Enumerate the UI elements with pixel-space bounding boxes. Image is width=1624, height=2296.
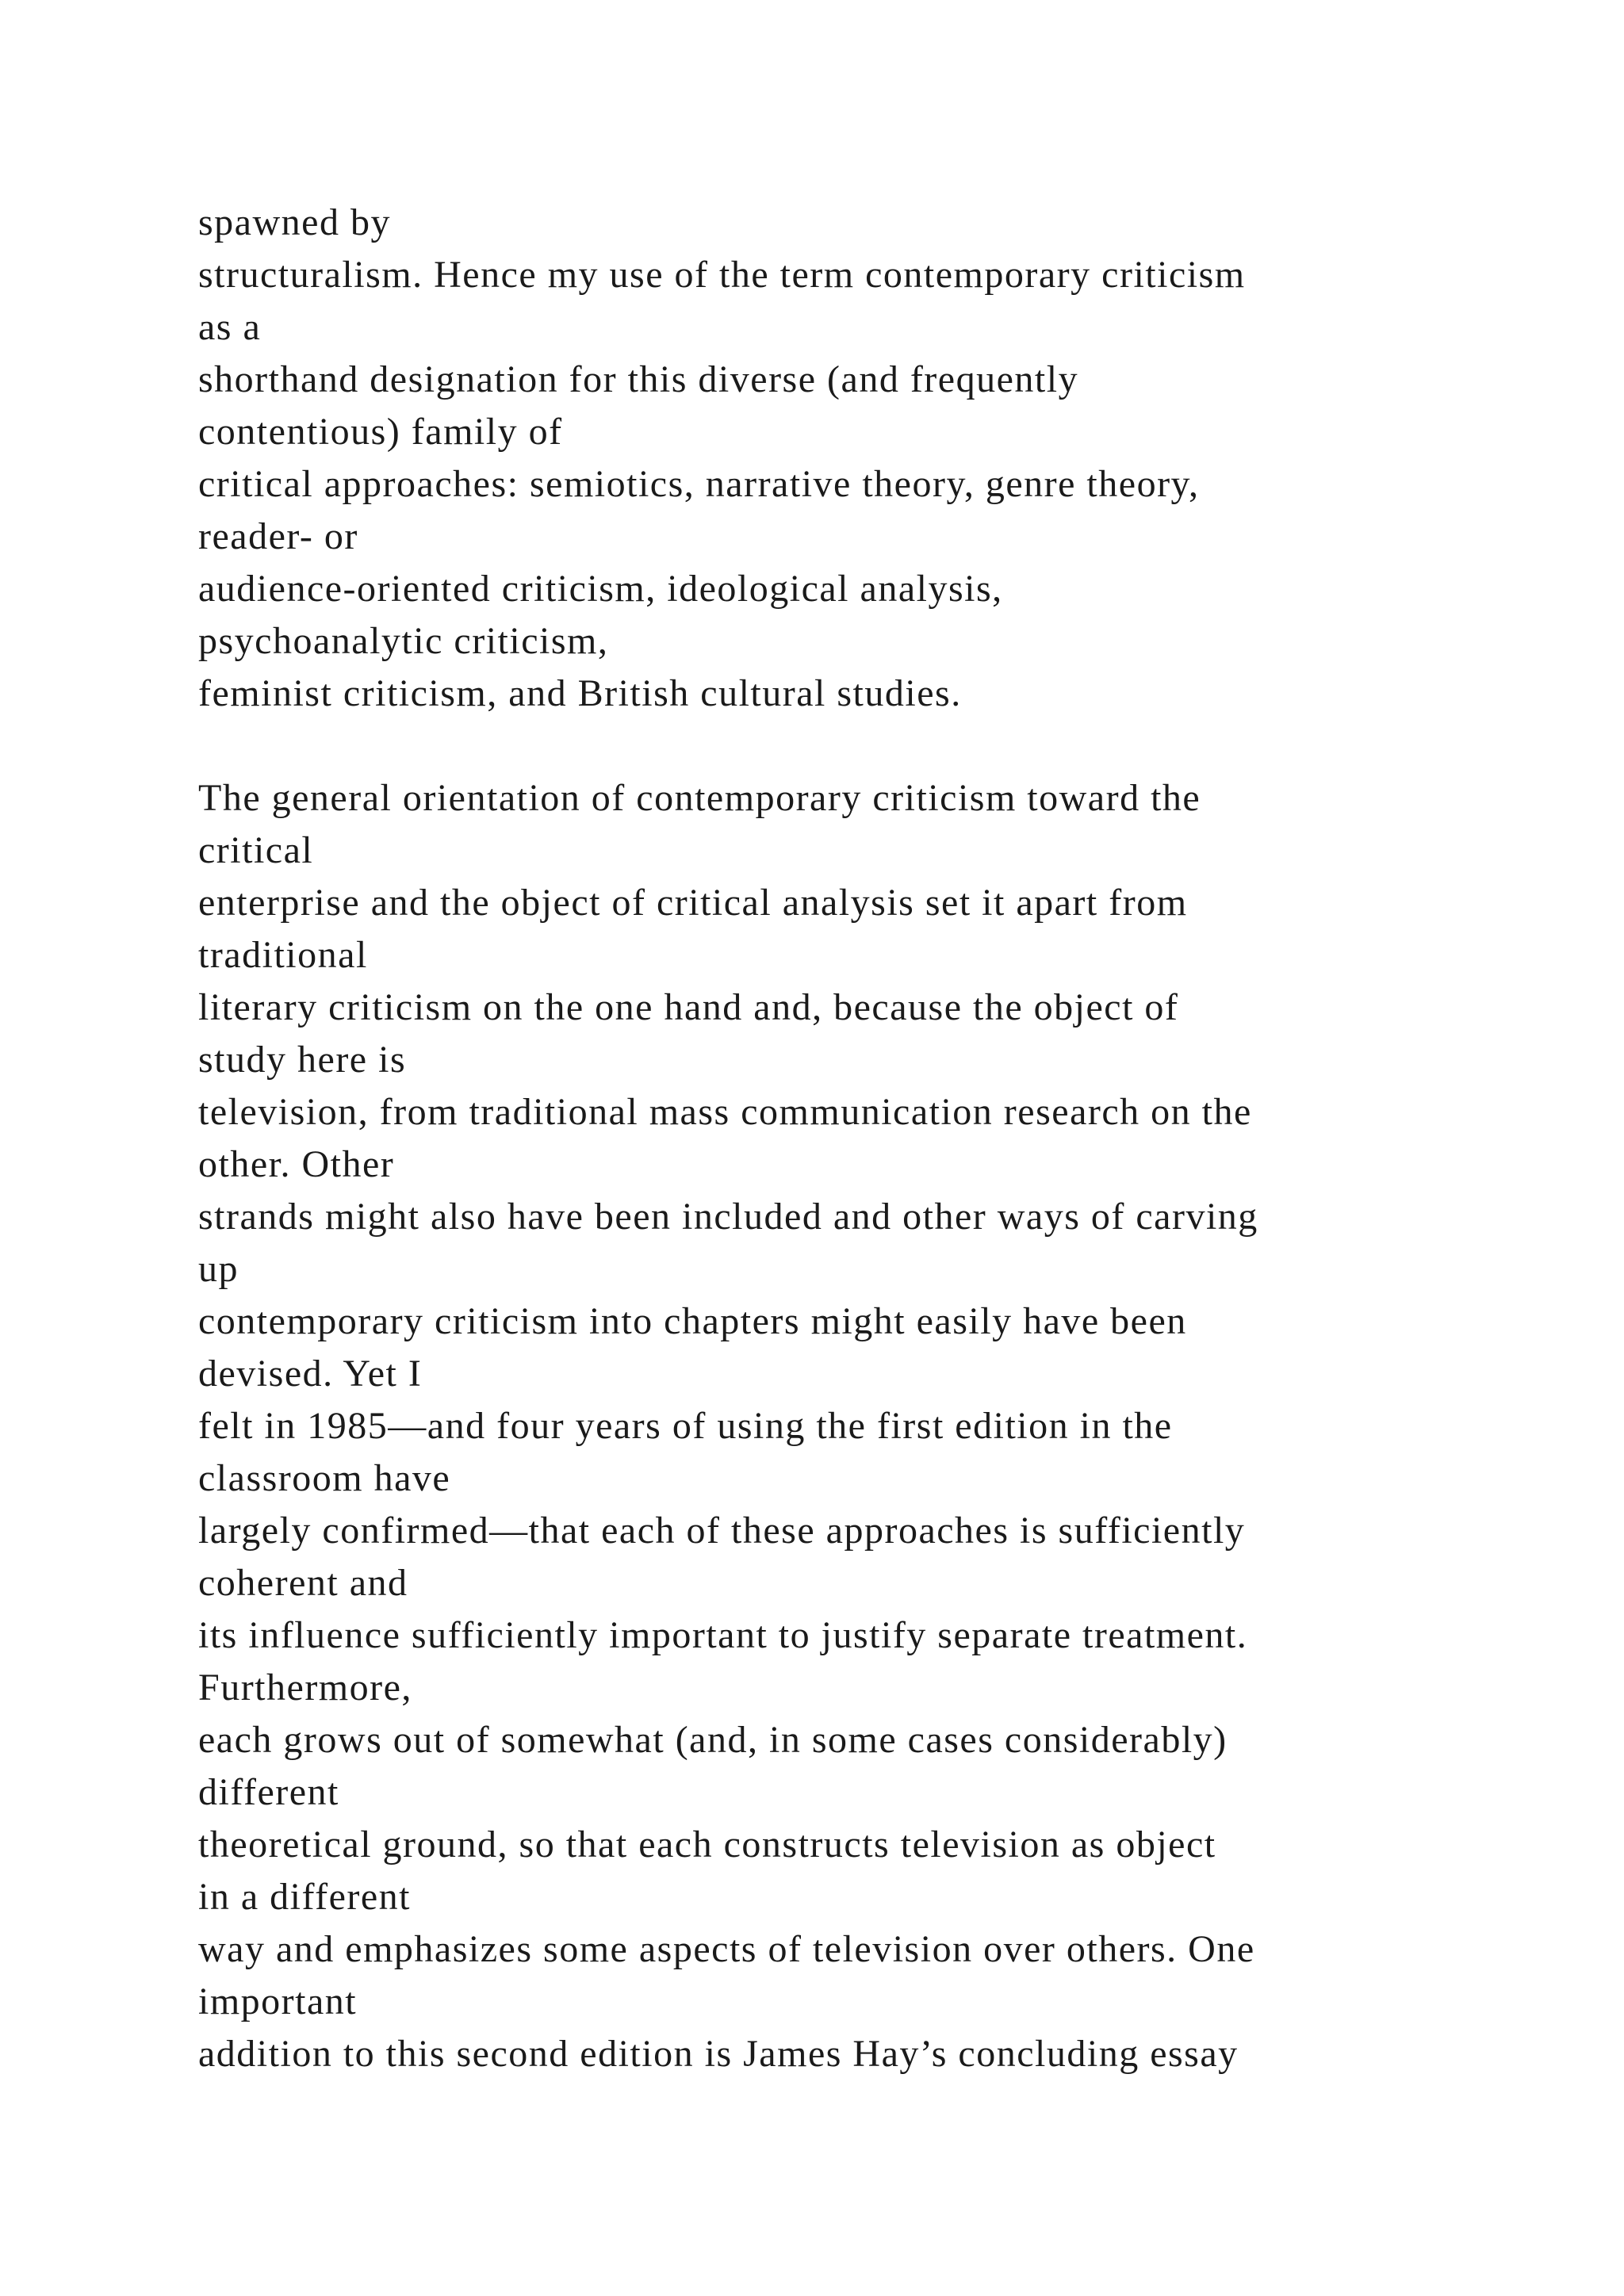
- text-line: theoretical ground, so that each constructs television as object: [198, 1823, 1216, 1866]
- text-line: structuralism. Hence my use of the term contemporary criticism: [198, 254, 1246, 296]
- text-line: Furthermore,: [198, 1667, 412, 1709]
- text-line: up: [198, 1248, 239, 1290]
- text-line: traditional: [198, 934, 368, 976]
- text-line: felt in 1985—and four years of using the first edition in the: [198, 1405, 1173, 1447]
- text-line: devised. Yet I: [198, 1353, 423, 1395]
- text-line: audience-oriented criticism, ideological analysis,: [198, 568, 1003, 610]
- text-line: study here is: [198, 1039, 407, 1081]
- paragraph-2: [198, 772, 1546, 2080]
- text-line: critical: [198, 829, 314, 871]
- text-line: classroom have: [198, 1457, 451, 1499]
- text-line: other. Other: [198, 1143, 395, 1185]
- text-line: largely confirmed—that each of these approaches is sufficiently: [198, 1510, 1246, 1552]
- text-line: The general orientation of contemporary criticism toward the: [198, 777, 1201, 819]
- text-line: spawned by: [198, 201, 391, 243]
- text-line: critical approaches: semiotics, narrative theory, genre theory,: [198, 463, 1200, 505]
- text-line: contemporary criticism into chapters might easily have been: [198, 1300, 1187, 1342]
- text-line: different: [198, 1771, 339, 1813]
- text-line: reader- or: [198, 515, 358, 557]
- text-line: strands might also have been included and other ways of carving: [198, 1196, 1258, 1238]
- paragraph-1: [198, 197, 1546, 720]
- paragraph-gap: [198, 720, 1546, 772]
- text-line: in a different: [198, 1876, 412, 1918]
- text-line: addition to this second edition is James Hay’s concluding essay: [198, 2033, 1239, 2075]
- text-line: each grows out of somewhat (and, in some cases considerably): [198, 1719, 1228, 1761]
- text-line: way and emphasizes some aspects of television over others. One: [198, 1928, 1255, 1970]
- text-line: shorthand designation for this diverse (and frequently: [198, 358, 1079, 400]
- text-line: as a: [198, 306, 262, 348]
- text-line: important: [198, 1980, 358, 2022]
- text-line: enterprise and the object of critical analysis set it apart from: [198, 882, 1188, 924]
- text-line: coherent and: [198, 1562, 408, 1604]
- text-line: contentious) family of: [198, 411, 563, 453]
- text-line: literary criticism on the one hand and, because the object of: [198, 986, 1179, 1028]
- text-line: television, from traditional mass communication research on the: [198, 1091, 1252, 1133]
- text-line: psychoanalytic criticism,: [198, 620, 609, 662]
- text-line: its influence sufficiently important to justify separate treatment.: [198, 1614, 1248, 1656]
- text-line: feminist criticism, and British cultural studies.: [198, 672, 962, 714]
- document-page: [198, 197, 1546, 2080]
